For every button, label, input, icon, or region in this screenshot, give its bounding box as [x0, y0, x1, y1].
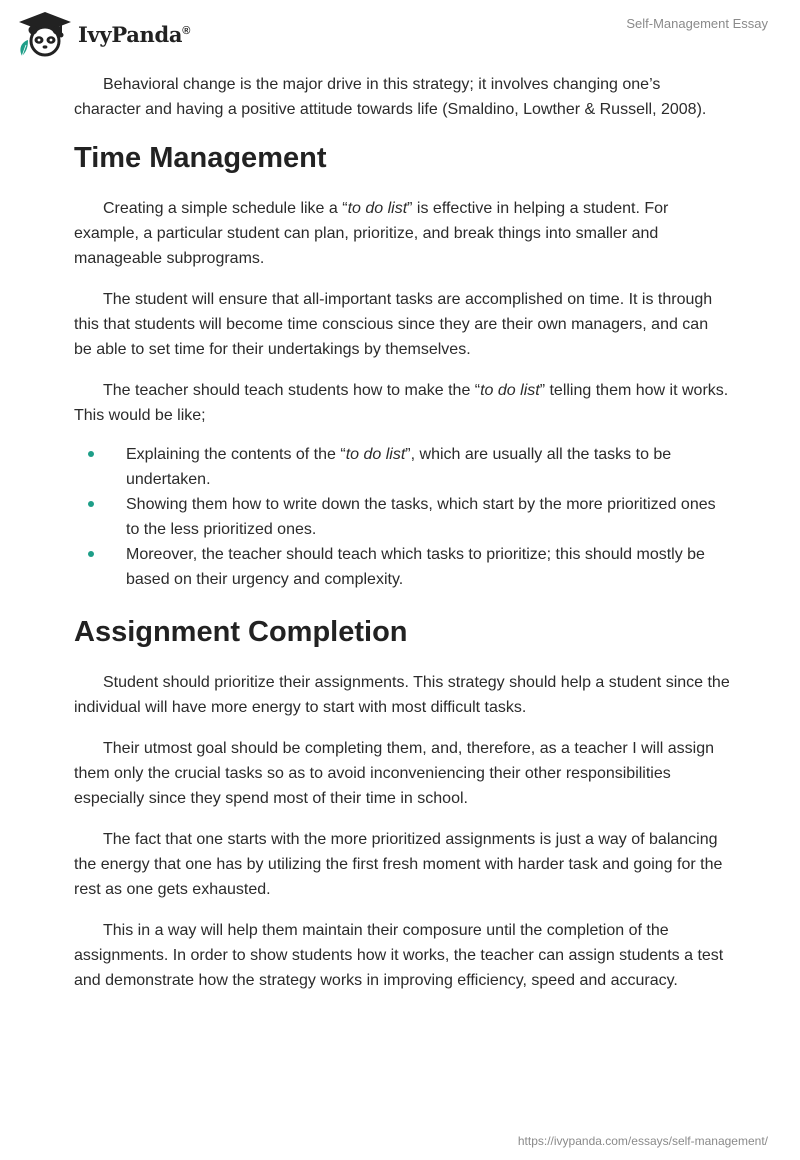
bullet-dot-icon — [88, 551, 94, 557]
registered-mark: ® — [182, 24, 191, 37]
section-heading-assignment-completion: Assignment Completion — [74, 616, 408, 648]
intro-paragraph: Behavioral change is the major drive in this strategy; it involves changing one’s character and having a positive attitude towards life (Smaldino, Lowther & Russell, 2008). — [74, 76, 707, 118]
assignment-paragraph-4: This in a way will help them maintain their composure until the completion of the assignments. In order to show students how it works, the teacher can assign students a test and demonstrate how the strategy works in improving efficiency, speed and accuracy. — [74, 922, 724, 989]
section-heading-time-management: Time Management — [74, 142, 327, 174]
time-management-paragraph-1: Creating a simple schedule like a “to do list” is effective in helping a student. For example, a particular student can plan, prioritize, and break things into smaller and manageable subprograms. — [74, 200, 669, 267]
list-item: Showing them how to write down the tasks, which start by the more prioritized ones to the less prioritized ones. — [74, 492, 730, 542]
page-header — [16, 8, 768, 60]
assignment-paragraph-3: The fact that one starts with the more prioritized assignments is just a way of balancing the energy that one has by utilizing the first fresh moment with harder task and going for the rest as one gets exhausted. — [74, 831, 723, 898]
list-item: Explaining the contents of the “to do list”, which are usually all the tasks to be undertaken. — [74, 442, 730, 492]
bullet-dot-icon — [88, 501, 94, 507]
to-do-list-steps — [74, 442, 730, 592]
essay-content — [74, 72, 730, 1009]
panda-graduate-icon — [16, 10, 74, 58]
source-url-link[interactable]: https://ivypanda.com/essays/self-management/ — [517, 1134, 768, 1148]
time-management-paragraph-2: The student will ensure that all-important tasks are accomplished on time. It is through this that students will become time conscious since they are their own managers, and can be able to set time for their undertakings by themselves. — [74, 291, 713, 358]
ivypanda-logo[interactable] — [16, 10, 190, 58]
assignment-paragraph-1: Student should prioritize their assignments. This strategy should help a student since the individual will have more energy to start with most difficult tasks. — [74, 674, 730, 716]
brand-name: IvyPanda® — [78, 21, 191, 47]
time-management-paragraph-3: The teacher should teach students how to make the “to do list” telling them how it works. This would be like; — [74, 382, 729, 424]
assignment-paragraph-2: Their utmost goal should be completing them, and, therefore, as a teacher I will assign them only the crucial tasks so as to avoid inconveniencing their other responsibilities especially since they spend most of their time in school. — [74, 740, 714, 807]
list-item: Moreover, the teacher should teach which tasks to prioritize; this should mostly be based on their urgency and complexity. — [74, 542, 730, 592]
document-title: Self-Management Essay — [626, 16, 768, 31]
bullet-dot-icon — [88, 451, 94, 457]
